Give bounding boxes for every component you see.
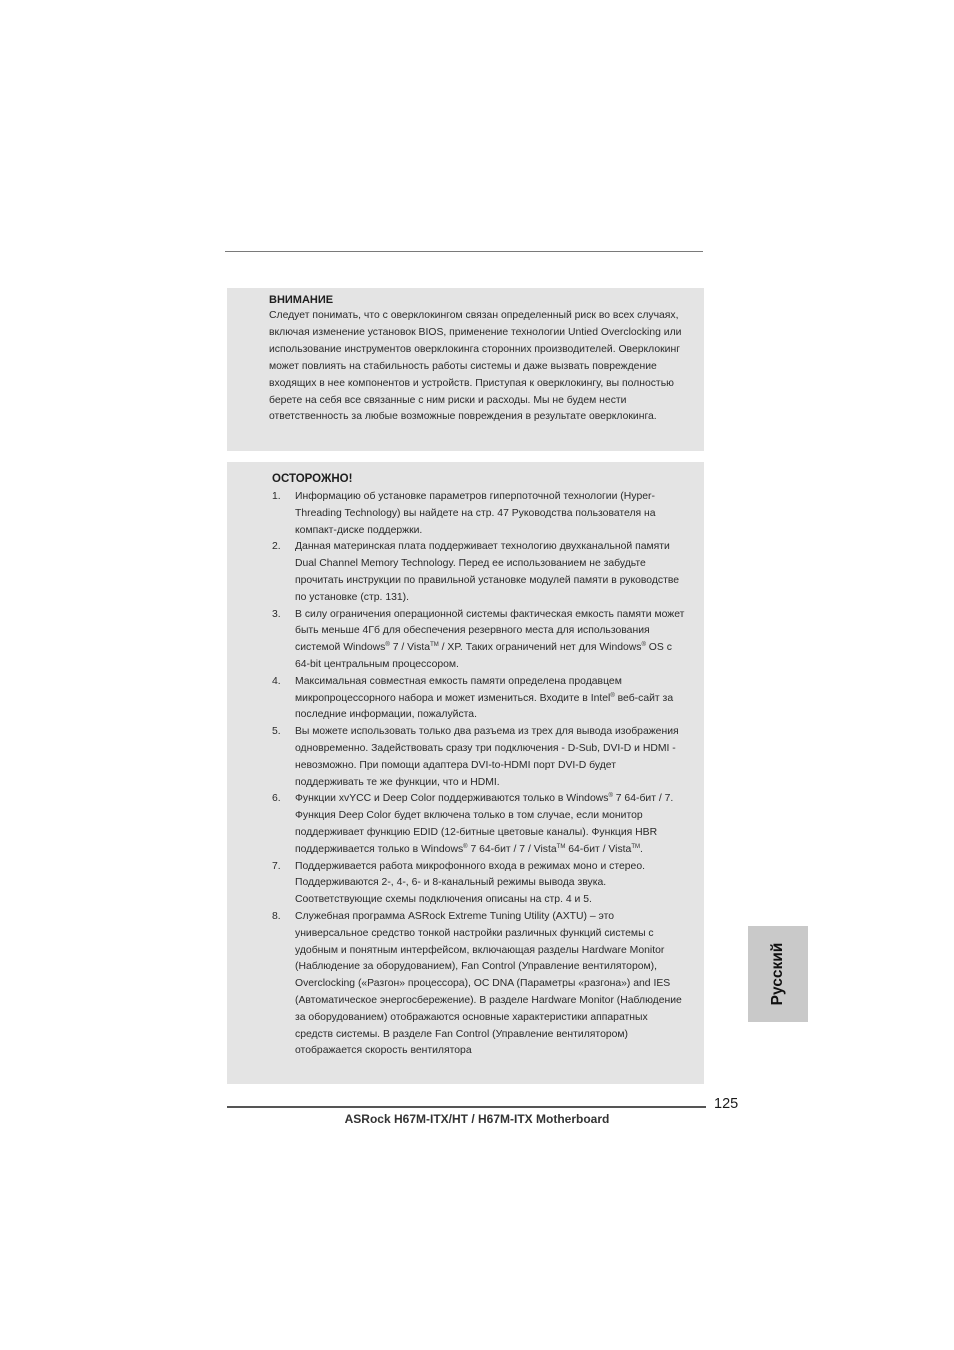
item-number: 5. <box>272 726 281 738</box>
item-text: Информацию об установке параметров гиперпоточной технологии (Hyper-Threading Technology) вы найдете на стр. 47 Руководства пользователя на компакт-диске поддержки. <box>295 491 656 536</box>
warning-box <box>227 288 704 451</box>
item-text: Поддерживается работа микрофонного входа в режимах моно и стерео. Поддерживаются 2-, 4-, 6- и 8-канальный режимы вывода звука. Соответствующие схемы подключения описаны на стр. 4 и 5. <box>295 860 645 906</box>
item-text: Максимальная совместная емкость памяти определена продавцем микропроцессорного набора и может измениться. Входите в Intel® веб-сайт за последние информации, пожалуйста. <box>295 675 674 721</box>
caution-item-7 <box>272 859 686 909</box>
top-divider <box>225 251 703 252</box>
item-number: 1. <box>272 491 281 502</box>
caution-item-8 <box>272 909 686 1060</box>
language-tab-label: Русский <box>769 942 786 1006</box>
caution-item-2 <box>272 539 686 606</box>
caution-item-4 <box>272 674 686 724</box>
item-number: 3. <box>272 608 281 620</box>
footer-title: ASRock H67M-ITX/HT / H67M-ITX Motherboard <box>344 1112 610 1126</box>
item-text: Функции xvYCC и Deep Color поддерживаются только в Windows® 7 64-бит / 7. Функция Deep Color будет включена только в том случае, если монитор поддерживает функцию EDID (12-битные цветовые каналы). Функция HBR поддерживается только в Windows® 7 64-бит / 7 / Vista™ 64-бит / Vista™. <box>295 793 674 855</box>
item-text: Служебная программа ASRock Extreme Tuning Utility (AXTU) – это универсальное средство тонкой настройки различных функций системы с удобным и понятным интерфейсом, включающая разделы Hardware Monitor (Наблюдение за оборудованием), Fan Control (Управление вентилятором), Overclocking («Разгон» процессора), OC DNA (Параметры «разгона») and IES (Автоматическое энергосбережение). В разделе Hardware Monitor (Наблюдение за оборудованием) отображаются основные характеристики аппаратных средств системы. В разделе Fan Control (Управление вентилятором) отображается скорость вентилятора <box>295 910 682 1057</box>
trademark-mark: TM <box>631 843 641 850</box>
item-number: 6. <box>272 793 281 805</box>
caution-item-3 <box>272 607 686 674</box>
caution-list <box>272 489 686 1060</box>
registered-mark: ® <box>385 642 390 649</box>
trademark-mark: TM <box>556 843 566 850</box>
caution-box <box>227 462 704 1084</box>
item-text: Вы можете использовать только два разъема из трех для вывода изображения одновременно. Задействовать сразу три подключения - D-Sub, DVI-D и HDMI - невозможно. При помощи адаптера DVI-to-HDMI порт DVI-D будет поддерживать те же функции, что и HDMI. <box>295 726 679 788</box>
trademark-mark: TM <box>430 642 439 649</box>
caution-item-6 <box>272 791 686 858</box>
page-number: 125 <box>714 1096 739 1112</box>
registered-mark: ® <box>610 692 615 699</box>
registered-mark: ® <box>641 642 646 649</box>
item-number: 2. <box>272 541 281 553</box>
registered-mark: ® <box>463 843 468 850</box>
item-text: Данная материнская плата поддерживает технологию двухканальной памяти Dual Channel Memory Technology. Перед ее использованием не забудьте прочитать инструкции по правильной установке модулей памяти в руководстве по установке (стр. 131). <box>295 541 680 603</box>
item-number: 7. <box>272 860 281 872</box>
caution-item-1 <box>272 489 686 539</box>
item-number: 4. <box>272 675 281 687</box>
caution-item-5 <box>272 724 686 791</box>
item-number: 8. <box>272 910 281 922</box>
registered-mark: ® <box>608 793 613 800</box>
language-tab <box>748 926 808 1022</box>
footer-divider <box>227 1106 706 1108</box>
caution-title: ОСТОРОЖНО! <box>272 473 353 485</box>
warning-text: Следует понимать, что с оверклокингом связан определенный риск во всех случаях, включая изменение установок BIOS, применение технологии Untied Overclocking или использование инструментов оверклокинга сторонних производителей. Оверклокинг может повлиять на стабильность работы системы и даже вызвать повреждение входящих в нее компонентов и устройств. Приступая к оверклокингу, вы полностью берете на себя все связанные с ним риски и расходы. Мы не будем нести ответственность за любые возможные повреждения в результате оверклокинга. <box>269 310 682 423</box>
item-text: В силу ограничения операционной системы фактическая емкость памяти может быть меньше 4Гб для обеспечения резервного места для использования системой Windows® 7 / Vista™ / XP. Таких ограничений нет для Windows® OS с 64-bit центральным процессором. <box>295 608 685 670</box>
warning-title: ВНИМАНИЕ <box>269 294 334 306</box>
